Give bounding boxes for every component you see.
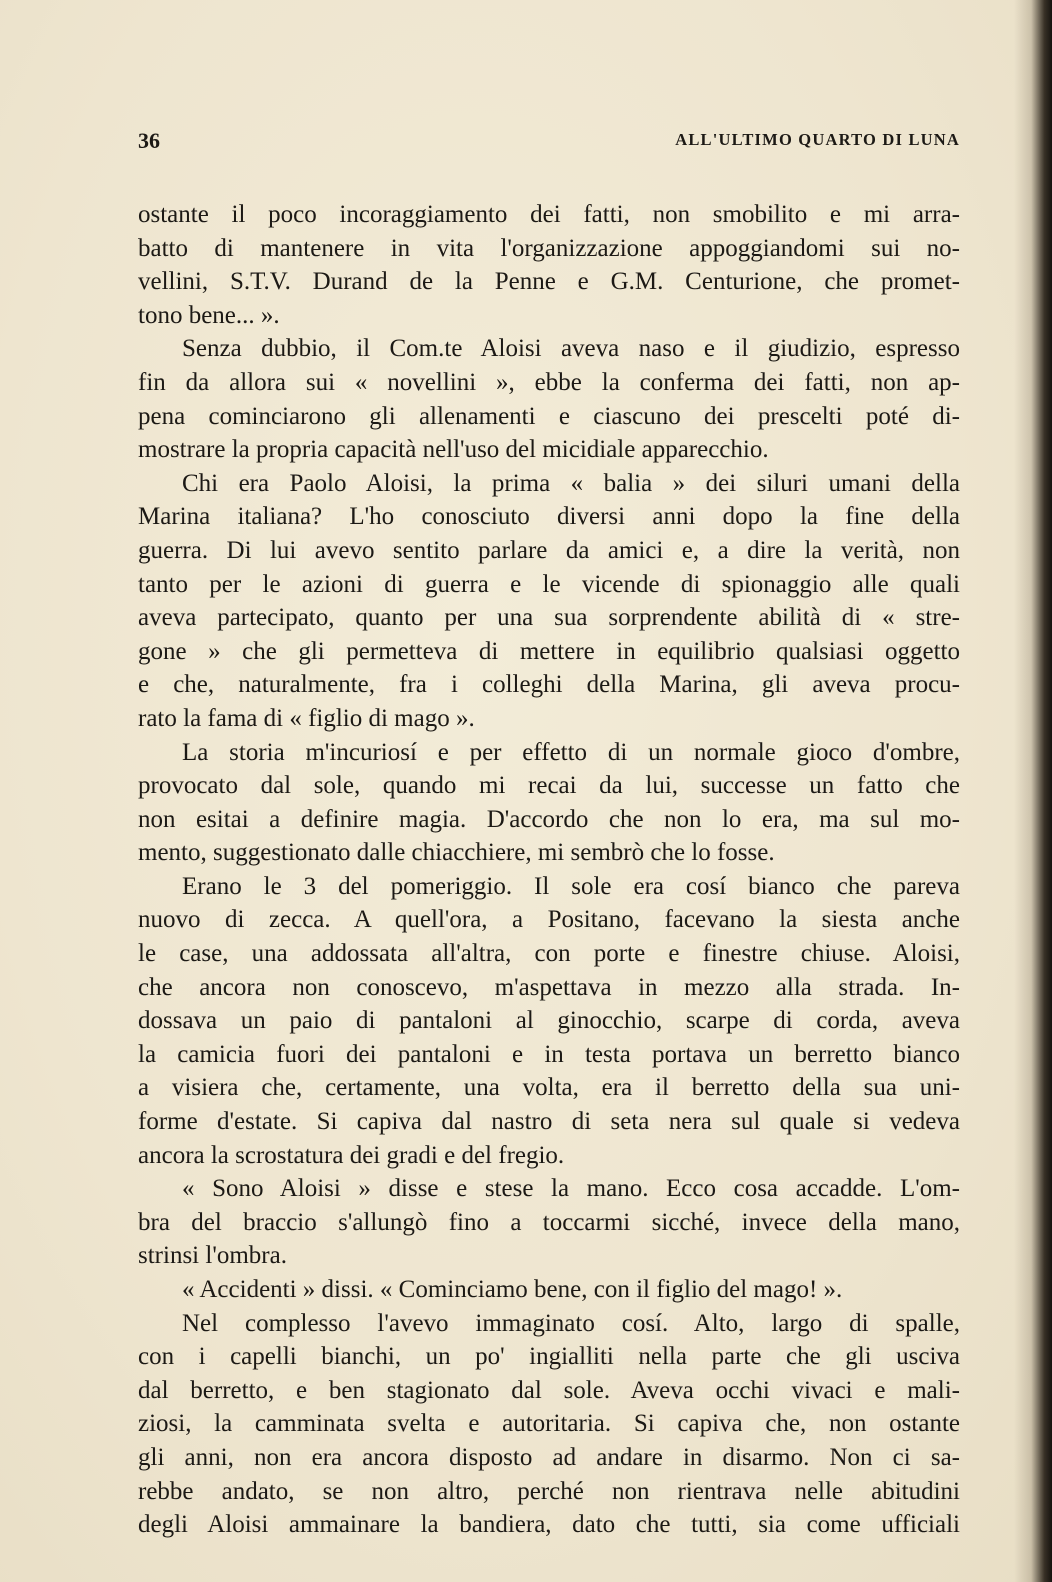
text-line: forme d'estate. Si capiva dal nastro di seta nera sul quale si vedeva — [138, 1108, 960, 1136]
text-line: bra del braccio s'allungò fino a toccarmi sicché, invece della mano, — [138, 1208, 960, 1236]
text-line: batto di mantenere in vita l'organizzazione appoggiandomi sui no- — [138, 234, 960, 262]
text-line: gli anni, non era ancora disposto ad andare in disarmo. Non ci sa- — [138, 1443, 960, 1471]
text-line: degli Aloisi ammainare la bandiera, dato che tutti, sia come ufficiali — [138, 1511, 960, 1539]
page-header — [138, 128, 960, 156]
text-line: provocato dal sole, quando mi recai da lui, successe un fatto che — [138, 772, 960, 800]
running-title: ALL'ULTIMO QUARTO DI LUNA — [675, 130, 960, 149]
text-line: Marina italiana? L'ho conosciuto diversi anni dopo la fine della — [138, 503, 960, 531]
text-line: ostante il poco incoraggiamento dei fatti, non smobilito e mi arra- — [138, 201, 960, 228]
text-line: gone » che gli permetteva di mettere in equilibrio qualsiasi oggetto — [138, 637, 960, 665]
text-line: ziosi, la camminata svelta e autoritaria. Si capiva che, non ostante — [138, 1410, 960, 1438]
body-text — [138, 198, 960, 1542]
paragraph-start-line: La storia m'incuriosí e per effetto di un normale gioco d'ombre, — [182, 738, 960, 766]
text-line: rato la fama di « figlio di mago ». — [138, 704, 475, 732]
text-line: che ancora non conoscevo, m'aspettava in mezzo alla strada. In- — [138, 973, 960, 1001]
paragraph-start-line: Erano le 3 del pomeriggio. Il sole era cosí bianco che pareva — [182, 872, 960, 900]
text-line: vellini, S.T.V. Durand de la Penne e G.M. Centurione, che promet- — [138, 268, 960, 296]
text-line: fin da allora sui « novellini », ebbe la conferma dei fatti, non ap- — [138, 368, 960, 396]
text-line: dossava un paio di pantaloni al ginocchio, scarpe di corda, aveva — [138, 1007, 960, 1035]
text-line: tono bene... ». — [138, 301, 280, 329]
text-line: pena cominciarono gli allenamenti e ciascuno dei prescelti poté di- — [138, 402, 960, 430]
page-number: 36 — [138, 128, 160, 153]
text-line: ancora la scrostatura dei gradi e del fregio. — [138, 1141, 565, 1169]
text-line: tanto per le azioni di guerra e le vicende di spionaggio alle quali — [138, 570, 960, 598]
text-line: a visiera che, certamente, una volta, era il berretto della sua uni- — [138, 1074, 960, 1102]
text-line: guerra. Di lui avevo sentito parlare da amici e, a dire la verità, non — [138, 536, 960, 564]
text-line: con i capelli bianchi, un po' ingialliti nella parte che gli usciva — [138, 1343, 960, 1371]
text-line: non esitai a definire magia. D'accordo che non lo era, ma sul mo- — [138, 805, 960, 833]
text-line: e che, naturalmente, fra i colleghi della Marina, gli aveva procu- — [138, 671, 960, 699]
text-line: mostrare la propria capacità nell'uso del micidiale apparecchio. — [138, 436, 769, 464]
text-line: strinsi l'ombra. — [138, 1242, 287, 1270]
text-line: mento, suggestionato dalle chiacchiere, mi sembrò che lo fosse. — [138, 839, 775, 867]
paragraph-start-line: « Sono Aloisi » disse e stese la mano. Ecco cosa accadde. L'om- — [182, 1175, 960, 1203]
paragraph-start-line: « Accidenti » dissi. « Cominciamo bene, con il figlio del mago! ». — [182, 1276, 843, 1303]
text-line: dal berretto, e ben stagionato dal sole. Aveva occhi vivaci e mali- — [138, 1376, 960, 1404]
text-line: rebbe andato, se non altro, perché non rientrava nelle abitudini — [138, 1477, 960, 1505]
paragraph-start-line: Nel complesso l'avevo immaginato cosí. Alto, largo di spalle, — [182, 1309, 960, 1337]
book-gutter-shadow — [1014, 0, 1052, 1582]
text-line: le case, una addossata all'altra, con porte e finestre chiuse. Aloisi, — [138, 940, 960, 968]
text-line: la camicia fuori dei pantaloni e in testa portava un berretto bianco — [138, 1040, 960, 1068]
paragraph-start-line: Chi era Paolo Aloisi, la prima « balia » dei siluri umani della — [182, 469, 960, 497]
text-line: nuovo di zecca. A quell'ora, a Positano, facevano la siesta anche — [138, 906, 960, 934]
text-line: aveva partecipato, quanto per una sua sorprendente abilità di « stre- — [138, 604, 960, 632]
paragraph-start-line: Senza dubbio, il Com.te Aloisi aveva naso e il giudizio, espresso — [182, 335, 960, 363]
